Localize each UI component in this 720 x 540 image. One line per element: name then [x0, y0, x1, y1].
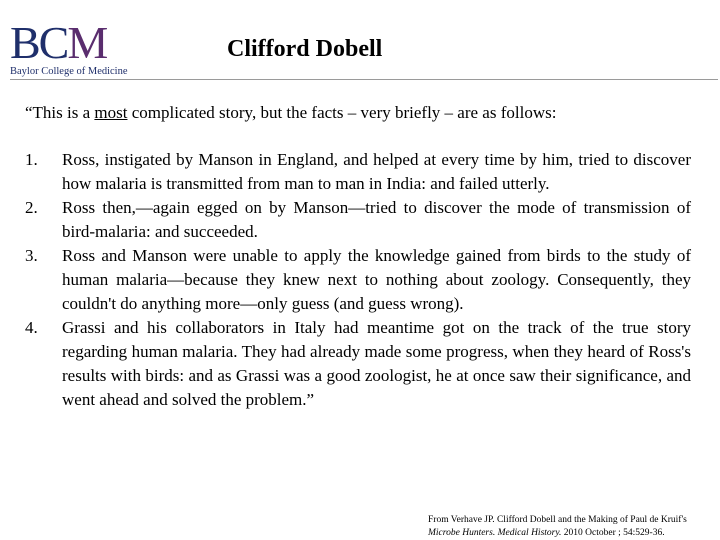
citation-line-1: From Verhave JP. Clifford Dobell and the Making of Paul de Kruif's — [428, 515, 687, 525]
slide-title: Clifford Dobell — [227, 36, 383, 62]
list-item-text: Ross and Manson were unable to apply the knowledge gained from birds to the study of human malaria—because they knew next to nothing about zoology. Consequently, they couldn't do anything more—only guess (and guess wrong). — [62, 246, 691, 313]
list-item-number: 2. — [25, 198, 38, 217]
intro-paragraph — [25, 103, 705, 123]
list-item — [25, 316, 691, 412]
logo-subtitle: Baylor College of Medicine — [10, 66, 128, 77]
list-item-number: 4. — [25, 318, 38, 337]
citation-line-2 — [428, 527, 687, 540]
intro-underlined-word: most — [94, 103, 128, 122]
logo-mark — [10, 17, 134, 68]
citation-journal: Microbe Hunters. Medical History. — [428, 528, 562, 538]
header-divider — [10, 79, 718, 80]
list-item — [25, 148, 691, 196]
list-item-text: Ross, instigated by Manson in England, and helped at every time by him, tried to discover how malaria is transmitted from man to man in India: and failed utterly. — [62, 150, 691, 193]
list-item-number: 3. — [25, 246, 38, 265]
citation-details: 2010 October ; 54:529-36. — [561, 528, 665, 538]
list-item — [25, 196, 691, 244]
list-item-text: Ross then,—again egged on by Manson—tried to discover the mode of transmission of bird-malaria: and succeeded. — [62, 198, 691, 241]
list-item-number: 1. — [25, 150, 38, 169]
citation — [428, 514, 687, 540]
bcm-logo — [10, 17, 134, 80]
logo-mark-left: BC — [10, 17, 68, 68]
list-item — [25, 244, 691, 316]
intro-text-after: complicated story, but the facts – very briefly – are as follows: — [127, 103, 557, 122]
logo-mark-right: M — [67, 17, 107, 68]
intro-text-before: “This is a — [25, 103, 95, 122]
numbered-list — [25, 148, 691, 412]
list-item-text: Grassi and his collaborators in Italy had meantime got on the track of the true story regarding human malaria. They had already made some progress, when they heard of Ross's results with birds: and as Grassi was a good zoologist, he at once saw their significance, and went ahead and solved the problem.” — [62, 318, 691, 409]
